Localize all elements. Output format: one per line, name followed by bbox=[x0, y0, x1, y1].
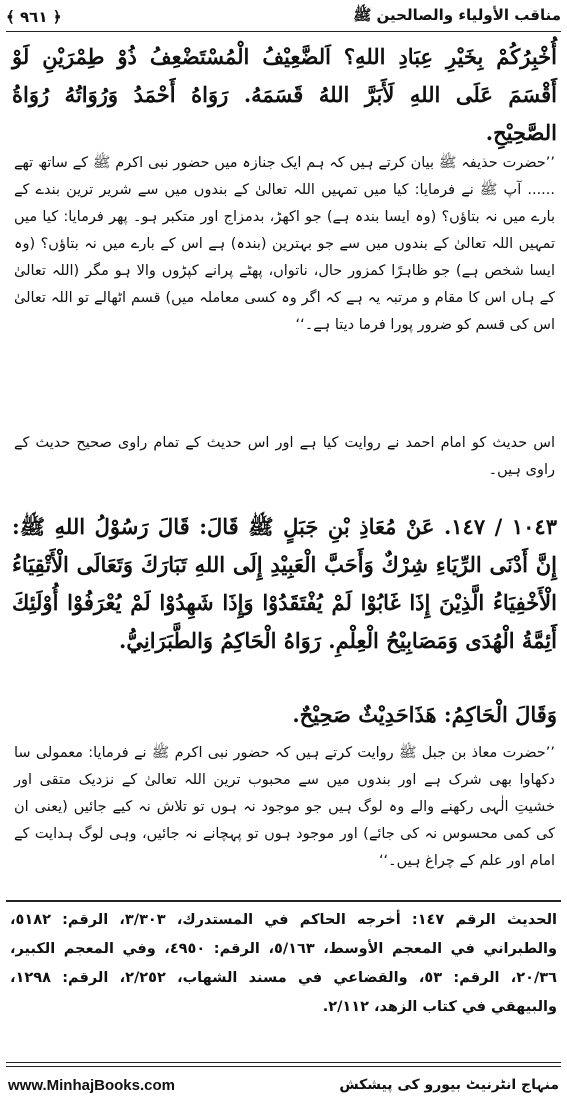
footnote-reference: الحديث الرقم ١٤٧: أخرجه الحاكم في المستدرك، ٣/٣٠٣، الرقم: ٥١٨٢، والطبراني في المعجم الأوسط، ٥/١٦٣، الرقم: ٤٩٥٠، وفي المعجم الكبير، ٢٠/٣٦، الرقم: ٥٣، والقضاعي في مسند الشهاب، ٢/٢٥٢، الرقم: ١٢٩٨، والبيهقي في كتاب الزهد، ٢/١١٢. bbox=[10, 912, 558, 1015]
footer-org: منہاج انٹرنیٹ بیورو کی پیشکش bbox=[339, 1077, 559, 1093]
arabic-hadith-2: ١٠٤٣ / ١٤٧. عَنْ مُعَاذِ بْنِ جَبَلٍ ﷺ قَالَ: قَالَ رَسُوْلُ اللهِ ﷺ: إِنَّ أَدْنَى الرِّيَاءِ شِرْكٌ وَأَحَبَّ الْعَبِيْدِ إِلَى اللهِ تَبَارَكَ وَتَعَالَى الْأَتْقِيَاءُ الْأَخْفِيَاءُ الَّذِيْنَ إِذَا غَابُوْا لَمْ يُفْتَقَدُوْا وَإِذَا شَهِدُوْا لَمْ يُعْرَفُوْا أُوْلَئِكَ أَئِمَّةُ الْهُدَى وَمَصَابِيْحُ الْعِلْمِ. رَوَاهُ الْحَاكِمُ وَالطَّبَرَانِيُّ. bbox=[12, 514, 557, 653]
arabic-grading: وَقَالَ الْحَاكِمُ: هَذَاحَدِيْثٌ صَحِيْحٌ. bbox=[292, 702, 557, 727]
book-title: مناقب الأولياء والصالحين ﷺ bbox=[353, 6, 561, 24]
page-header bbox=[6, 4, 561, 30]
urdu-note-1: اس حدیث کو امام احمد نے روایت کیا ہے اور اس حدیث کے تمام راوی صحیح حدیث کے راوی ہیں۔ bbox=[14, 435, 555, 478]
urdu-translation-1: ’’حضرت حذیفہ ﷺ بیان کرتے ہیں کہ ہم ایک جنازہ میں حضور نبی اکرم ﷺ کے ساتھ تھے ...... آپ ﷺ نے فرمایا: کیا میں تمہیں اللہ تعالیٰ کے بندوں میں سے شریر ترین بندے کے بارے میں نہ بتاؤں؟ (وہ ایسا بندہ ہے) جو اکھڑ، بدمزاج اور متکبر ہو۔ پھر فرمایا: کیا میں تمہیں اللہ تعالیٰ کے بندوں میں سے جو بہترین (بندہ) ہے اس کے بارے میں نہ بتاؤں؟ (وہ ایسا شخص ہے) جو ظاہرًا کمزور حال، ناتواں، پھٹے پرانے کپڑوں والا ہو مگر (اللہ تعالیٰ کے ہاں اس کا مقام و مرتبہ یہ ہے کہ اگر وہ کسی معاملہ میں) قسم اٹھالے تو اللہ تعالیٰ اس کی قسم کو ضرور پورا فرما دیتا ہے۔‘‘ bbox=[14, 155, 555, 333]
arabic-hadith-1: أُخْبِرُكُمْ بِخَيْرِ عِبَادِ اللهِ؟ اَلضَّعِيْفُ الْمُسْتَضْعِفُ ذُوْ طِمْرَيْنِ لَوْ أَقْسَمَ عَلَى اللهِ لَأَبَرَّ اللهُ قَسَمَهُ. رَوَاهُ أَحْمَدُ وَرُوَاتُهُ رُوَاةُ الصَّحِيْحِ. bbox=[12, 44, 557, 145]
footnote-rule bbox=[6, 900, 561, 902]
page-number: ﴿ ٩٦١ ﴾ bbox=[6, 8, 62, 26]
header-rule bbox=[6, 31, 561, 32]
footer-rule bbox=[6, 1062, 561, 1067]
urdu-translation-2: ’’حضرت معاذ بن جبل ﷺ روایت کرتے ہیں کہ حضور نبی اکرم ﷺ نے فرمایا: معمولی سا دکھاوا بھی شرک ہے اور بندوں میں سے محبوب ترین اللہ تعالیٰ کے نزدیک متقی اور خشیتِ الٰہی رکھنے والے وہ لوگ ہیں جو موجود نہ ہوں تو تلاش نہ کیے جائیں (یعنی ان کی کمی محسوس نہ کی جائے) اور موجود ہوں تو پہچانے نہ جائیں، وہی لوگ ہدایت کے امام اور علم کے چراغ ہیں۔‘‘ bbox=[14, 745, 555, 869]
page-footer bbox=[8, 1074, 559, 1096]
footer-url[interactable]: www.MinhajBooks.com bbox=[8, 1076, 175, 1094]
